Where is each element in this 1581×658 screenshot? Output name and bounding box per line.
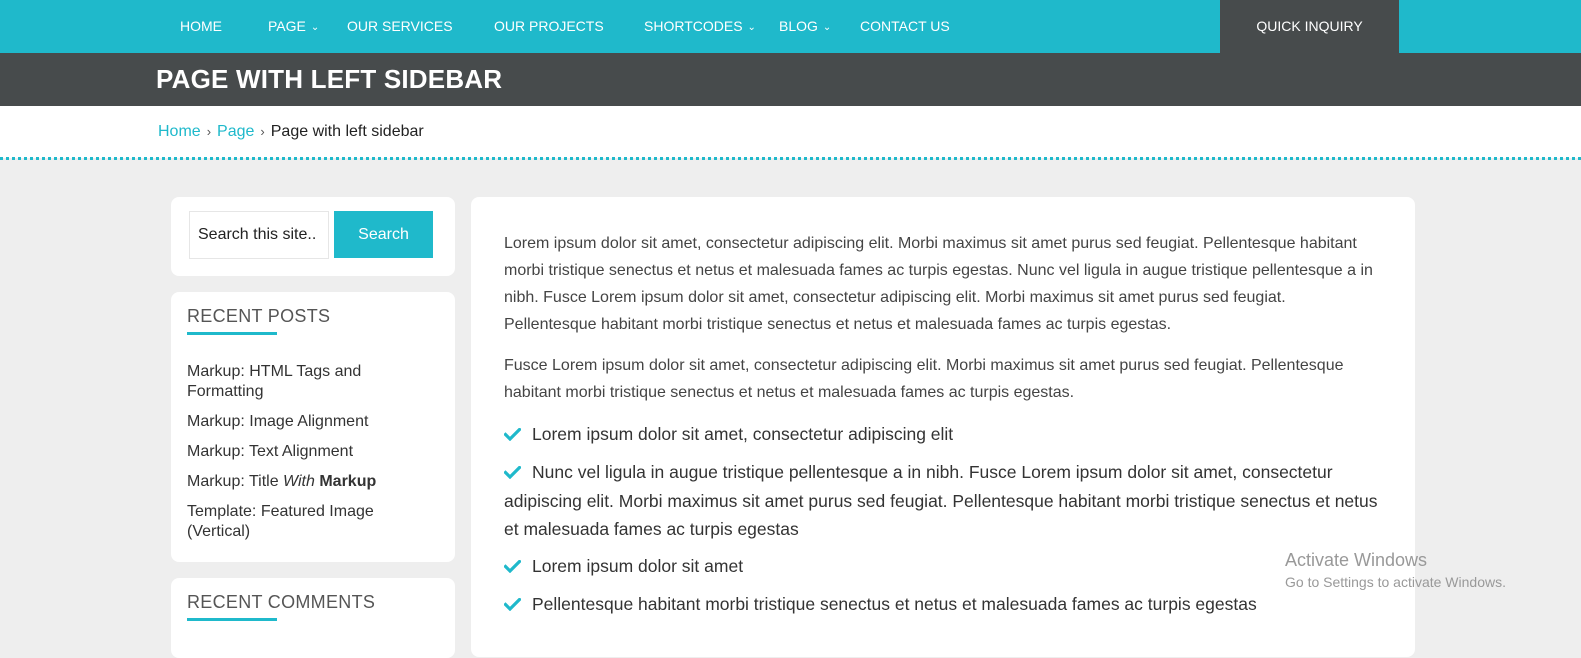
search-button[interactable]: Search [334, 211, 433, 258]
widget-title: RECENT COMMENTS [187, 592, 376, 612]
chevron-right-icon: › [206, 124, 212, 139]
recent-posts-list [187, 362, 437, 552]
recent-post-link[interactable]: Markup: Image Alignment [187, 413, 369, 430]
search-widget [171, 197, 455, 276]
title-bar [0, 53, 1581, 106]
recent-post-link[interactable] [187, 472, 437, 492]
check-list [504, 420, 1379, 619]
recent-post-link[interactable]: Markup: HTML Tags and Formatting [187, 363, 362, 400]
title-underline [187, 332, 277, 335]
chevron-down-icon: ⌄ [822, 22, 832, 33]
list-item [504, 458, 1379, 543]
recent-comments-widget [171, 578, 455, 658]
recent-post-link[interactable]: Template: Featured Image (Vertical) [187, 503, 374, 540]
nav-item-our-projects[interactable] [494, 0, 604, 53]
list-item-text: Lorem ipsum dolor sit amet [532, 556, 744, 576]
check-icon [504, 421, 522, 449]
main-content [471, 197, 1415, 657]
nav-item-label: OUR PROJECTS [494, 18, 604, 34]
content-paragraph: Fusce Lorem ipsum dolor sit amet, consectetur adipiscing elit. Morbi maximus sit amet purus sed feugiat. Pellentesque habitant morbi tristique senectus et netus et malesuada fames ac turpis egestas. [504, 357, 1344, 401]
widget-title: RECENT POSTS [187, 306, 331, 326]
breadcrumb-current: Page with left sidebar [270, 123, 424, 140]
post-title-bold: Markup [319, 473, 377, 490]
nav-item-label: HOME [180, 18, 222, 34]
nav-item-contact-us[interactable] [860, 0, 950, 53]
nav-item-label: PAGE [268, 18, 306, 34]
breadcrumb-link-home[interactable]: Home [158, 123, 201, 140]
watermark-title: Activate Windows [1285, 550, 1428, 570]
nav-item-shortcodes[interactable] [644, 0, 756, 53]
list-item-text: Pellentesque habitant morbi tristique senectus et netus et malesuada fames ac turpis egestas [532, 594, 1257, 614]
nav-item-home[interactable] [180, 0, 222, 53]
recent-posts-widget [171, 292, 455, 562]
list-item [504, 420, 1379, 449]
nav-item-our-services[interactable] [347, 0, 453, 53]
watermark-subtitle: Go to Settings to activate Windows. [1285, 574, 1506, 590]
content-paragraph: Lorem ipsum dolor sit amet, consectetur adipiscing elit. Morbi maximus sit amet purus sed feugiat. Pellentesque habitant morbi tristique senectus et netus et malesuada fames ac turpis egestas. Nunc vel ligula in augue tristique pellentesque a in nibh. Fusce Lorem ipsum dolor sit amet, consectetur adipiscing elit. Morbi maximus sit amet purus sed feugiat. Pellentesque habitant morbi tristique senectus et netus et malesuada fames ac turpis egestas. [504, 235, 1373, 333]
breadcrumb-link-page[interactable]: Page [217, 123, 255, 140]
chevron-right-icon: › [260, 124, 265, 139]
nav-item-label: SHORTCODES [644, 18, 743, 34]
chevron-down-icon: ⌄ [310, 22, 320, 33]
search-input[interactable] [189, 211, 329, 259]
check-icon [504, 553, 522, 581]
content-body [504, 230, 1379, 628]
top-navigation [0, 0, 1581, 53]
nav-item-page[interactable] [268, 0, 319, 53]
check-icon [504, 591, 522, 619]
post-title-prefix: Markup: Title [187, 473, 284, 490]
nav-item-label: CONTACT US [860, 18, 950, 34]
recent-post-link[interactable]: Markup: Text Alignment [187, 443, 354, 460]
nav-item-blog[interactable] [779, 0, 831, 53]
breadcrumb-bar [0, 106, 1581, 158]
list-item-text: Nunc vel ligula in augue tristique pellentesque a in nibh. Fusce Lorem ipsum dolor sit amet, consectetur adipiscing elit. Morbi maximus sit amet purus sed feugiat. Pellentesque habitant morbi tristique senectus et netus et malesuada fames ac turpis egestas [504, 462, 1378, 539]
list-item [504, 590, 1379, 619]
breadcrumb [158, 106, 424, 158]
dotted-divider [0, 157, 1581, 160]
page-title: PAGE WITH LEFT SIDEBAR [156, 64, 503, 94]
chevron-down-icon: ⌄ [747, 22, 756, 33]
nav-item-label: OUR SERVICES [347, 18, 453, 34]
post-title-italic: With [283, 473, 315, 490]
nav-item-label: BLOG [779, 18, 818, 34]
check-icon [504, 459, 522, 487]
list-item-text: Lorem ipsum dolor sit amet, consectetur adipiscing elit [532, 424, 954, 444]
list-item [504, 552, 1379, 581]
quick-inquiry-button[interactable]: QUICK INQUIRY [1220, 0, 1399, 53]
title-underline [187, 618, 277, 621]
